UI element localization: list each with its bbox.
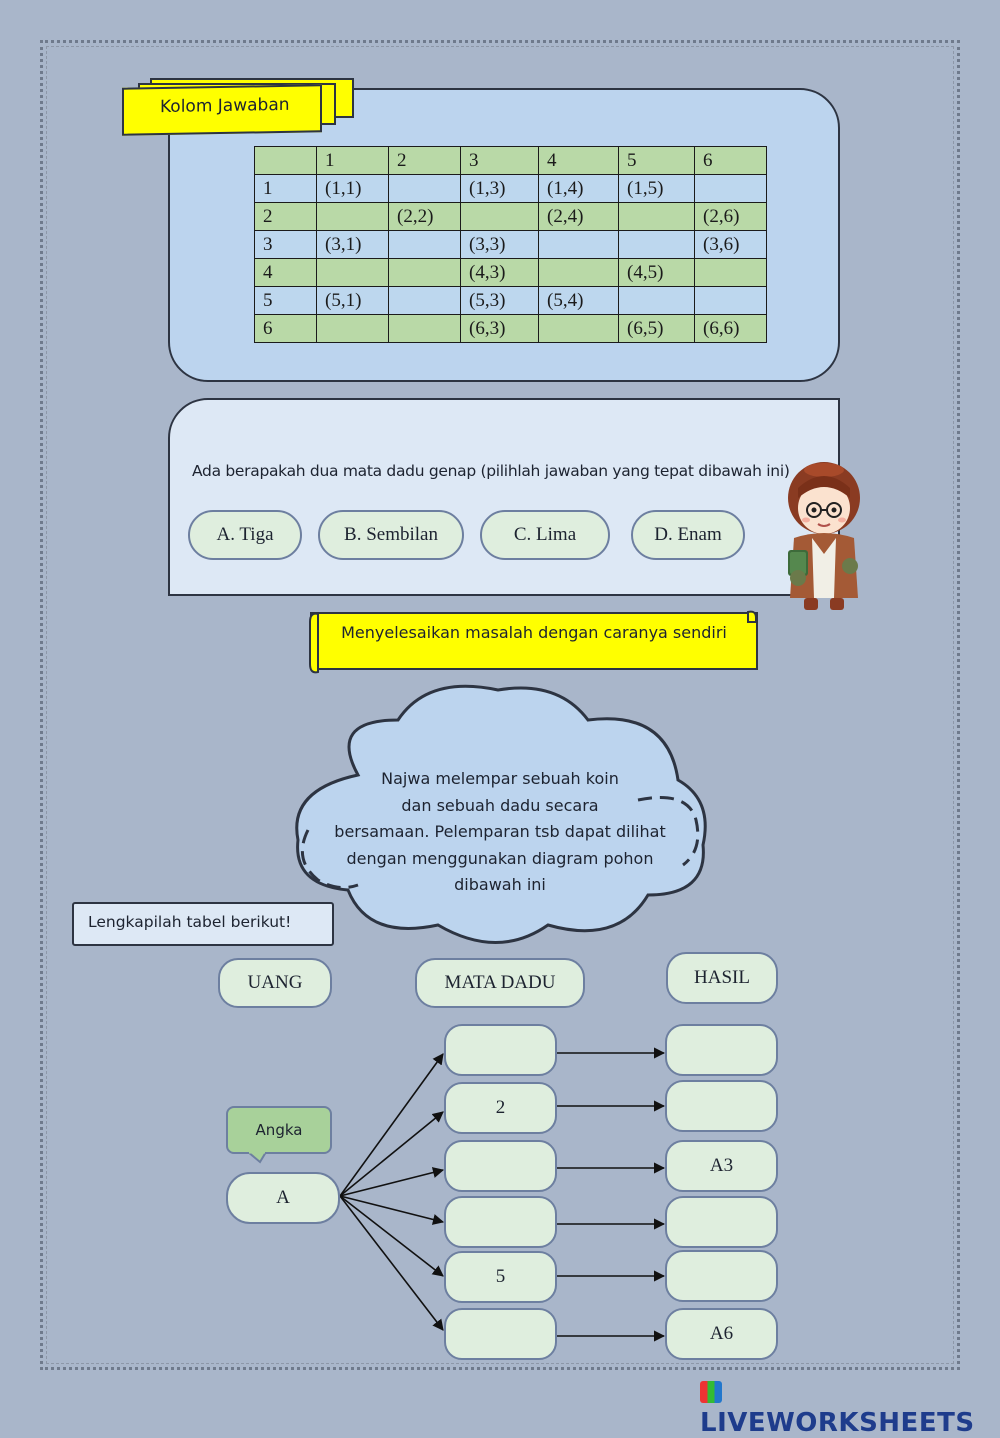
result-input-1[interactable] bbox=[665, 1024, 778, 1076]
result-input-4[interactable] bbox=[665, 1196, 778, 1248]
result-input-2[interactable] bbox=[665, 1080, 778, 1132]
header-uang: UANG bbox=[218, 958, 332, 1008]
result-input-5[interactable] bbox=[665, 1250, 778, 1302]
table-cell[interactable]: (6,5) bbox=[619, 315, 695, 343]
table-cell[interactable]: (1,4) bbox=[539, 175, 619, 203]
option-b-button[interactable]: B. Sembilan bbox=[318, 510, 464, 560]
callout-pointer bbox=[248, 1152, 272, 1164]
table-cell[interactable]: (2,6) bbox=[695, 203, 767, 231]
table-header-cell: 6 bbox=[695, 147, 767, 175]
table-cell[interactable]: (5,1) bbox=[317, 287, 389, 315]
table-header-cell: 4 bbox=[539, 147, 619, 175]
option-a-button[interactable]: A. Tiga bbox=[188, 510, 302, 560]
table-cell[interactable]: (5,4) bbox=[539, 287, 619, 315]
dice-input-3[interactable] bbox=[444, 1140, 557, 1192]
row-label: 1 bbox=[255, 175, 317, 203]
angka-callout: Angka bbox=[226, 1106, 332, 1154]
dice-input-1[interactable] bbox=[444, 1024, 557, 1076]
table-cell[interactable]: (3,1) bbox=[317, 231, 389, 259]
table-cell[interactable]: (6,6) bbox=[695, 315, 767, 343]
table-cell[interactable]: (1,1) bbox=[317, 175, 389, 203]
table-cell[interactable]: (4,5) bbox=[619, 259, 695, 287]
cloud-line: dibawah ini bbox=[454, 875, 546, 894]
question-text: Ada berapakah dua mata dadu genap (pilihlah jawaban yang tepat dibawah ini) bbox=[192, 462, 790, 480]
table-cell[interactable]: (3,3) bbox=[461, 231, 539, 259]
instruction-box: Lengkapilah tabel berikut! bbox=[72, 902, 334, 946]
liveworksheets-logo[interactable] bbox=[700, 1378, 1000, 1438]
result-input-3[interactable]: A3 bbox=[665, 1140, 778, 1192]
table-cell[interactable]: (2,2) bbox=[389, 203, 461, 231]
root-node-a: A bbox=[226, 1172, 340, 1224]
cloud-line: dengan menggunakan diagram pohon bbox=[346, 848, 654, 868]
dice-input-6[interactable] bbox=[444, 1308, 557, 1360]
logo-badge-icon bbox=[700, 1381, 722, 1403]
table-cell[interactable]: (6,3) bbox=[461, 315, 539, 343]
dice-input-4[interactable] bbox=[444, 1196, 557, 1248]
cloud-line: Najwa melempar sebuah koin bbox=[381, 769, 619, 788]
table-header-cell: 3 bbox=[461, 147, 539, 175]
header-hasil: HASIL bbox=[666, 952, 778, 1004]
row-label: 5 bbox=[255, 287, 317, 315]
table-cell[interactable]: (1,3) bbox=[461, 175, 539, 203]
row-label: 2 bbox=[255, 203, 317, 231]
dice-input-5[interactable]: 5 bbox=[444, 1251, 557, 1303]
answer-tag: Kolom Jawaban bbox=[122, 84, 322, 135]
result-input-6[interactable]: A6 bbox=[665, 1308, 778, 1360]
cloud-line: dan sebuah dadu secara bbox=[401, 795, 599, 815]
table-cell[interactable]: (5,3) bbox=[461, 287, 539, 315]
cloud-line: bersamaan. Pelemparan tsb dapat dilihat bbox=[334, 822, 666, 841]
table-header-cell: 1 bbox=[317, 147, 389, 175]
row-label: 3 bbox=[255, 231, 317, 259]
table-header-cell: 2 bbox=[389, 147, 461, 175]
table-cell[interactable]: (2,4) bbox=[539, 203, 619, 231]
table-cell[interactable]: (3,6) bbox=[695, 231, 767, 259]
row-label: 4 bbox=[255, 259, 317, 287]
dice-input-2[interactable]: 2 bbox=[444, 1082, 557, 1134]
logo-text: LIVEWORKSHEETS bbox=[700, 1408, 975, 1438]
option-c-button[interactable]: C. Lima bbox=[480, 510, 610, 560]
table-header-cell: 5 bbox=[619, 147, 695, 175]
row-label: 6 bbox=[255, 315, 317, 343]
table-cell[interactable]: (4,3) bbox=[461, 259, 539, 287]
section-banner: Menyelesaikan masalah dengan caranya sendiri bbox=[310, 612, 758, 670]
option-d-button[interactable]: D. Enam bbox=[631, 510, 745, 560]
header-mata-dadu: MATA DADU bbox=[415, 958, 585, 1008]
table-cell[interactable]: (1,5) bbox=[619, 175, 695, 203]
